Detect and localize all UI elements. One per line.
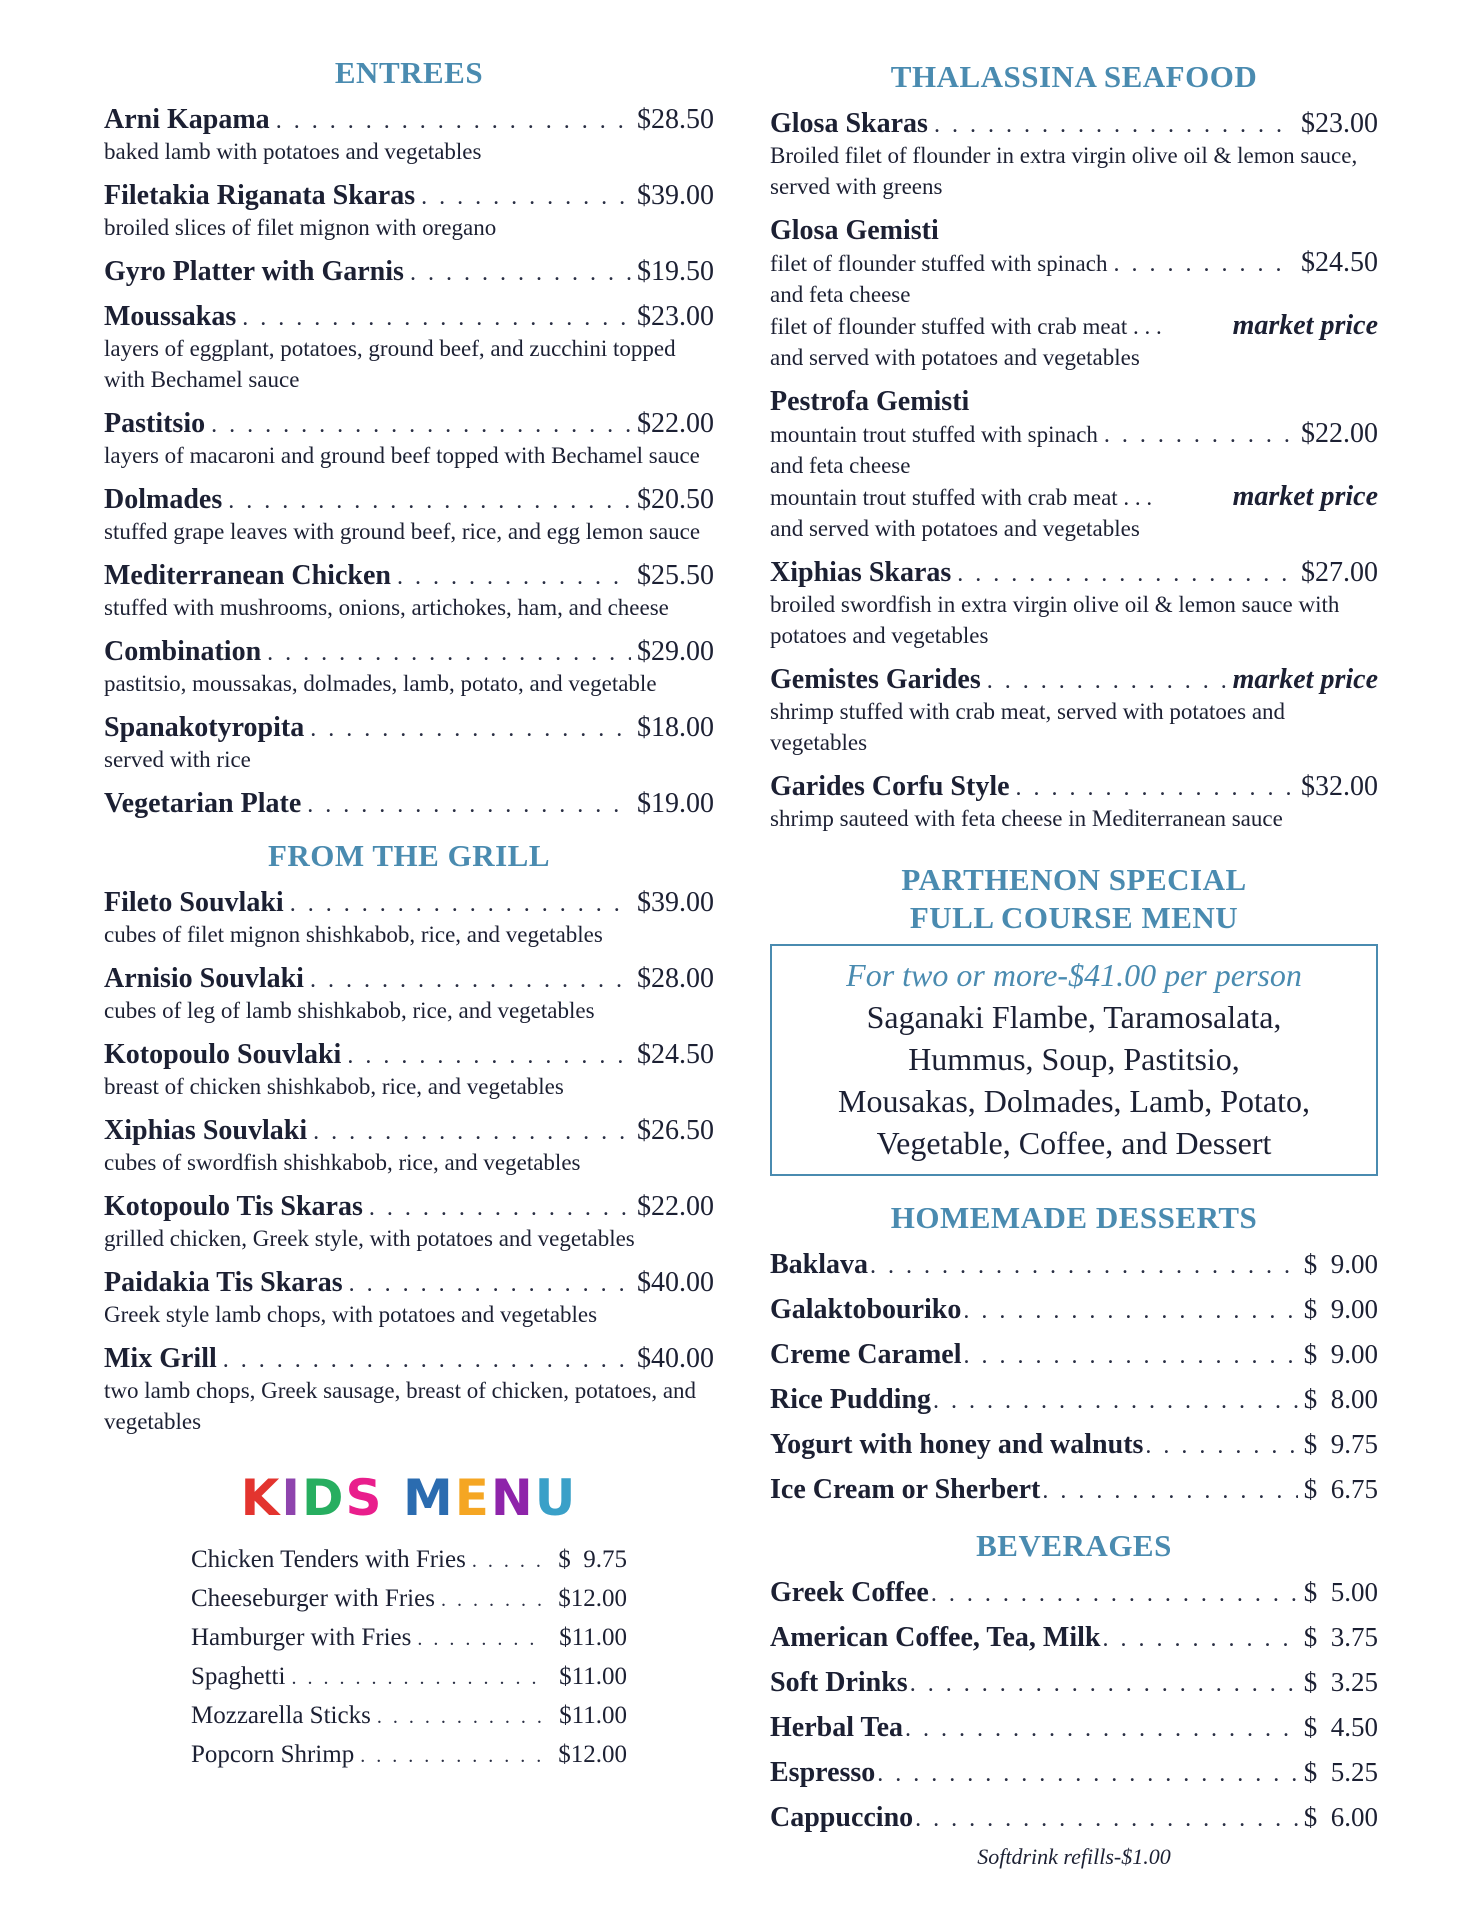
- menu-item: [770, 1712, 1378, 1744]
- item-description: grilled chicken, Greek style, with potatoes and vegetables: [104, 1226, 635, 1251]
- menu-item: [104, 560, 714, 623]
- dot-leader: [347, 1043, 631, 1070]
- item-name: Baklava: [770, 1249, 869, 1280]
- kids-item-name: Mozzarella Sticks: [191, 1702, 371, 1729]
- dot-leader: [313, 1119, 631, 1146]
- menu-item: [770, 215, 1378, 373]
- kids-item: [191, 1541, 627, 1580]
- item-description: broiled slices of filet mignon with oregano: [104, 215, 497, 240]
- item-name: Arni Kapama: [104, 104, 270, 135]
- option-price: market price: [1232, 310, 1378, 341]
- item-description: stuffed grape leaves with ground beef, rice, and egg lemon sauce: [104, 519, 701, 544]
- menu-item: [104, 1343, 714, 1437]
- item-price: $ 9.00: [1303, 1249, 1378, 1279]
- dot-leader: [1104, 422, 1295, 449]
- kids-title-letter: E: [454, 1469, 491, 1527]
- item-name: Spanakotyropita: [104, 712, 305, 743]
- kids-title-letter: [384, 1469, 403, 1527]
- option-continued: and feta cheese: [770, 282, 911, 307]
- item-description: layers of macaroni and ground beef topped with Bechamel sauce: [104, 443, 700, 468]
- item-name: Mediterranean Chicken: [104, 560, 391, 591]
- option-text: filet of flounder stuffed with crab meat . . .: [770, 314, 1162, 339]
- item-name: Yogurt with honey and walnuts: [770, 1429, 1144, 1460]
- item-description: Broiled filet of flounder in extra virgin olive oil & lemon sauce, served with greens: [770, 143, 1358, 199]
- left-column: [104, 55, 714, 1775]
- dot-leader: [1042, 1478, 1297, 1505]
- item-row: [104, 1267, 714, 1299]
- item-row: [104, 712, 714, 744]
- item-description: pastitsio, moussakas, dolmades, lamb, potato, and vegetable: [104, 671, 657, 696]
- kids-item-name: Spaghetti: [191, 1663, 286, 1690]
- seafood-heading: THALASSINA SEAFOOD: [890, 59, 1258, 94]
- item-price: $ 6.75: [1303, 1474, 1378, 1504]
- kids-title-letter: S: [345, 1469, 384, 1527]
- item-name: Garides Corfu Style: [770, 771, 1010, 802]
- item-price: $28.50: [637, 104, 714, 135]
- grill-heading: FROM THE GRILL: [267, 838, 551, 873]
- item-name: Glosa Gemisti: [770, 215, 939, 246]
- menu-item: [770, 108, 1378, 202]
- menu-item: [104, 887, 714, 950]
- item-row: [104, 1039, 714, 1071]
- dot-leader: [377, 1699, 545, 1736]
- special-line: Saganaki Flambe, Taramosalata,: [866, 999, 1282, 1035]
- entrees-list: [104, 104, 714, 820]
- kids-menu-heading: [104, 1469, 714, 1527]
- grill-list: [104, 887, 714, 1437]
- item-name: Xiphias Souvlaki: [104, 1115, 308, 1146]
- item-description: stuffed with mushrooms, onions, artichokes, ham, and cheese: [104, 595, 669, 620]
- item-price: $27.00: [1301, 557, 1378, 588]
- item-row: [104, 1343, 714, 1375]
- item-row: [104, 963, 714, 995]
- dot-leader: [349, 1271, 631, 1298]
- item-price: $ 6.00: [1303, 1802, 1378, 1832]
- kids-item-price: $12.00: [558, 1741, 627, 1768]
- menu-item: [104, 712, 714, 775]
- kids-title-letter: U: [534, 1469, 578, 1527]
- kids-item: [191, 1619, 627, 1658]
- item-row: [104, 180, 714, 212]
- dot-leader: [915, 1806, 1298, 1833]
- option-price: $22.00: [1301, 418, 1378, 449]
- item-name: Xiphias Skaras: [770, 557, 952, 588]
- refill-note: Softdrink refills-$1.00: [977, 1844, 1171, 1869]
- item-row: [104, 104, 714, 136]
- menu-item: [770, 1667, 1378, 1699]
- item-name: Filetakia Riganata Skaras: [104, 180, 416, 211]
- menu-item: [770, 386, 1378, 544]
- item-row: [104, 887, 714, 919]
- item-row: [104, 484, 714, 516]
- beverages-list: [770, 1577, 1378, 1834]
- kids-item-name: Hamburger with Fries: [191, 1624, 412, 1651]
- kids-item-price: $ 9.75: [558, 1546, 627, 1573]
- special-subtitle: For two or more-$41.00 per person: [846, 957, 1302, 993]
- dot-leader: [242, 305, 631, 332]
- item-name: Arnisio Souvlaki: [104, 963, 304, 994]
- menu-item: [770, 1429, 1378, 1461]
- item-price: $ 3.75: [1303, 1622, 1378, 1652]
- item-price: $ 9.00: [1303, 1294, 1378, 1324]
- item-price: $ 9.75: [1303, 1429, 1378, 1459]
- desserts-list: [770, 1249, 1378, 1506]
- item-name: Moussakas: [104, 301, 237, 332]
- dot-leader: [963, 1298, 1297, 1325]
- item-row: [104, 788, 714, 820]
- kids-item-price: $11.00: [559, 1624, 627, 1651]
- item-description: layers of eggplant, potatoes, ground beef, and zucchini topped with Bechamel sauce: [104, 336, 676, 392]
- item-row: [104, 256, 714, 288]
- menu-item: [770, 1622, 1378, 1654]
- menu-item: [770, 1294, 1378, 1326]
- item-price: $ 4.50: [1303, 1712, 1378, 1742]
- special-heading-line1: PARTHENON SPECIAL: [901, 862, 1247, 897]
- kids-title-letter: D: [302, 1469, 346, 1527]
- kids-title-letter: K: [240, 1469, 282, 1527]
- item-row: [104, 636, 714, 668]
- menu-item: [104, 408, 714, 471]
- item-name: Soft Drinks: [770, 1667, 908, 1698]
- item-name: Pestrofa Gemisti: [770, 386, 970, 417]
- item-description: cubes of leg of lamb shishkabob, rice, and vegetables: [104, 998, 595, 1023]
- dot-leader: [228, 488, 631, 515]
- dot-leader: [223, 1347, 631, 1374]
- dot-leader: [1103, 1626, 1298, 1653]
- dot-leader: [397, 564, 631, 591]
- kids-item-name: Popcorn Shrimp: [191, 1741, 355, 1768]
- item-name: Mix Grill: [104, 1343, 217, 1374]
- menu-item: [770, 557, 1378, 651]
- item-price: $22.00: [637, 1191, 714, 1222]
- dot-leader: [290, 891, 631, 918]
- dot-leader: [933, 1388, 1298, 1415]
- item-price: $28.00: [637, 963, 714, 994]
- dot-leader: [910, 1671, 1298, 1698]
- item-description: shrimp sauteed with feta cheese in Mediterranean sauce: [770, 806, 1283, 831]
- item-price: $40.00: [637, 1267, 714, 1298]
- menu-item: [104, 1267, 714, 1330]
- item-price: $23.00: [637, 301, 714, 332]
- special-heading-line2: FULL COURSE MENU: [909, 900, 1239, 935]
- item-price: $ 5.00: [1303, 1577, 1378, 1607]
- menu-item: [770, 1577, 1378, 1609]
- kids-item-name: Chicken Tenders with Fries: [191, 1546, 466, 1573]
- item-name: Galaktobouriko: [770, 1294, 962, 1325]
- item-row: [104, 560, 714, 592]
- menu-item: [104, 256, 714, 288]
- option-text: mountain trout stuffed with crab meat . . .: [770, 485, 1153, 510]
- kids-item-price: $11.00: [559, 1702, 627, 1729]
- item-row: [104, 301, 714, 333]
- special-box: [770, 944, 1378, 1176]
- option-continued: and served with potatoes and vegetables: [770, 516, 1140, 541]
- item-name: Dolmades: [104, 484, 223, 515]
- item-price: $39.00: [637, 887, 714, 918]
- item-row: [104, 408, 714, 440]
- kids-title-letter: N: [490, 1469, 535, 1527]
- item-price: $ 8.00: [1303, 1384, 1378, 1414]
- dot-leader: [931, 1581, 1298, 1608]
- menu-item: [104, 180, 714, 243]
- dot-leader: [291, 1660, 545, 1697]
- item-name: Pastitsio: [104, 408, 206, 439]
- item-price: $18.00: [637, 712, 714, 743]
- menu-item: [770, 1802, 1378, 1834]
- kids-title-letter: I: [281, 1469, 302, 1527]
- item-description: Greek style lamb chops, with potatoes and vegetables: [104, 1302, 598, 1327]
- dot-leader: [310, 967, 631, 994]
- dot-leader: [964, 1343, 1298, 1370]
- kids-item: [191, 1658, 627, 1697]
- item-name: Rice Pudding: [770, 1384, 932, 1415]
- item-price: $23.00: [1301, 108, 1378, 139]
- option-text: mountain trout stuffed with spinach: [770, 422, 1098, 447]
- item-description: breast of chicken shishkabob, rice, and vegetables: [104, 1074, 564, 1099]
- menu-item: [104, 636, 714, 699]
- special-line: Hummus, Soup, Pastitsio,: [908, 1041, 1240, 1077]
- item-name: Gemistes Garides: [770, 664, 981, 695]
- kids-item-price: $12.00: [558, 1585, 627, 1612]
- dot-leader: [441, 1582, 545, 1619]
- entrees-heading: ENTREES: [334, 55, 484, 90]
- menu-item: [104, 1039, 714, 1102]
- item-price: $24.50: [637, 1039, 714, 1070]
- kids-item: [191, 1580, 627, 1619]
- dot-leader: [360, 1738, 545, 1775]
- item-price: $19.00: [637, 788, 714, 819]
- dot-leader: [410, 260, 631, 287]
- item-description: two lamb chops, Greek sausage, breast of chicken, potatoes, and vegetables: [104, 1378, 697, 1434]
- item-name: Kotopoulo Souvlaki: [104, 1039, 342, 1070]
- item-name: Fileto Souvlaki: [104, 887, 284, 918]
- item-price: $26.50: [637, 1115, 714, 1146]
- special-body: [782, 996, 1366, 1164]
- dot-leader: [211, 412, 631, 439]
- right-column: [770, 55, 1378, 1870]
- menu-item: [104, 104, 714, 167]
- option-continued: and feta cheese: [770, 453, 911, 478]
- item-price: $22.00: [637, 408, 714, 439]
- item-description: baked lamb with potatoes and vegetables: [104, 139, 482, 164]
- item-price: $25.50: [637, 560, 714, 591]
- menu-item: [104, 301, 714, 395]
- item-price: $20.50: [637, 484, 714, 515]
- item-name: Kotopoulo Tis Skaras: [104, 1191, 363, 1222]
- item-price: $39.00: [637, 180, 714, 211]
- kids-item-price: $11.00: [559, 1663, 627, 1690]
- option-text: filet of flounder stuffed with spinach: [770, 251, 1108, 276]
- item-price: $40.00: [637, 1343, 714, 1374]
- item-price: market price: [1232, 664, 1378, 695]
- dot-leader: [1113, 251, 1295, 278]
- dot-leader: [870, 1253, 1298, 1280]
- menu-item: [770, 771, 1378, 834]
- option-price: market price: [1232, 481, 1378, 512]
- dot-leader: [310, 716, 631, 743]
- option-continued: and served with potatoes and vegetables: [770, 345, 1140, 370]
- dot-leader: [417, 1621, 545, 1658]
- dot-leader: [369, 1195, 631, 1222]
- dot-leader: [267, 640, 631, 667]
- item-name: Ice Cream or Sherbert: [770, 1474, 1041, 1505]
- menu-item: [104, 963, 714, 1026]
- dot-leader: [472, 1543, 545, 1580]
- dot-leader: [987, 668, 1227, 695]
- item-name: American Coffee, Tea, Milk: [770, 1622, 1101, 1653]
- dot-leader: [1145, 1433, 1297, 1460]
- menu-item: [770, 1249, 1378, 1281]
- dot-leader: [307, 792, 631, 819]
- item-description: cubes of swordfish shishkabob, rice, and vegetables: [104, 1150, 581, 1175]
- item-row: [104, 1115, 714, 1147]
- dot-leader: [877, 1761, 1297, 1788]
- menu-item: [770, 1757, 1378, 1789]
- item-price: $ 5.25: [1303, 1757, 1378, 1787]
- item-description: cubes of filet mignon shishkabob, rice, and vegetables: [104, 922, 603, 947]
- kids-item: [191, 1697, 627, 1736]
- item-name: Paidakia Tis Skaras: [104, 1267, 343, 1298]
- item-name: Herbal Tea: [770, 1712, 904, 1743]
- item-name: Glosa Skaras: [770, 108, 928, 139]
- menu-item: [770, 664, 1378, 758]
- dot-leader: [905, 1716, 1298, 1743]
- menu-item: [104, 788, 714, 820]
- item-name: Cappuccino: [770, 1802, 914, 1833]
- menu-item: [104, 484, 714, 547]
- item-row: [104, 1191, 714, 1223]
- item-price: $32.00: [1301, 771, 1378, 802]
- dot-leader: [934, 112, 1295, 139]
- kids-item-name: Cheeseburger with Fries: [191, 1585, 435, 1612]
- item-description: broiled swordfish in extra virgin olive oil & lemon sauce with potatoes and vegetables: [770, 592, 1340, 648]
- dot-leader: [276, 108, 631, 135]
- menu-item: [104, 1191, 714, 1254]
- menu-item: [770, 1384, 1378, 1416]
- menu-item: [770, 1339, 1378, 1371]
- beverages-heading: BEVERAGES: [976, 1528, 1172, 1563]
- special-line: Mousakas, Dolmades, Lamb, Potato,: [838, 1083, 1310, 1119]
- item-description: shrimp stuffed with crab meat, served with potatoes and vegetables: [770, 699, 1286, 755]
- kids-title-letter: M: [402, 1469, 455, 1527]
- item-name: Vegetarian Plate: [104, 788, 302, 819]
- special-line: Vegetable, Coffee, and Dessert: [876, 1125, 1272, 1161]
- kids-item: [191, 1736, 627, 1775]
- item-name: Creme Caramel: [770, 1339, 962, 1370]
- dot-leader: [421, 184, 631, 211]
- item-name: Gyro Platter with Garnis: [104, 256, 404, 287]
- kids-list: [191, 1541, 627, 1775]
- desserts-heading: HOMEMADE DESSERTS: [890, 1200, 1258, 1235]
- item-price: $19.50: [637, 256, 714, 287]
- item-name: Espresso: [770, 1757, 876, 1788]
- dot-leader: [1016, 775, 1295, 802]
- menu-item: [104, 1115, 714, 1178]
- item-name: Greek Coffee: [770, 1577, 929, 1608]
- item-price: $ 9.00: [1303, 1339, 1378, 1369]
- item-description: served with rice: [104, 747, 251, 772]
- option-price: $24.50: [1301, 247, 1378, 278]
- dot-leader: [957, 561, 1295, 588]
- menu-item: [770, 1474, 1378, 1506]
- item-price: $ 3.25: [1303, 1667, 1378, 1697]
- item-name: Combination: [104, 636, 262, 667]
- item-price: $29.00: [637, 636, 714, 667]
